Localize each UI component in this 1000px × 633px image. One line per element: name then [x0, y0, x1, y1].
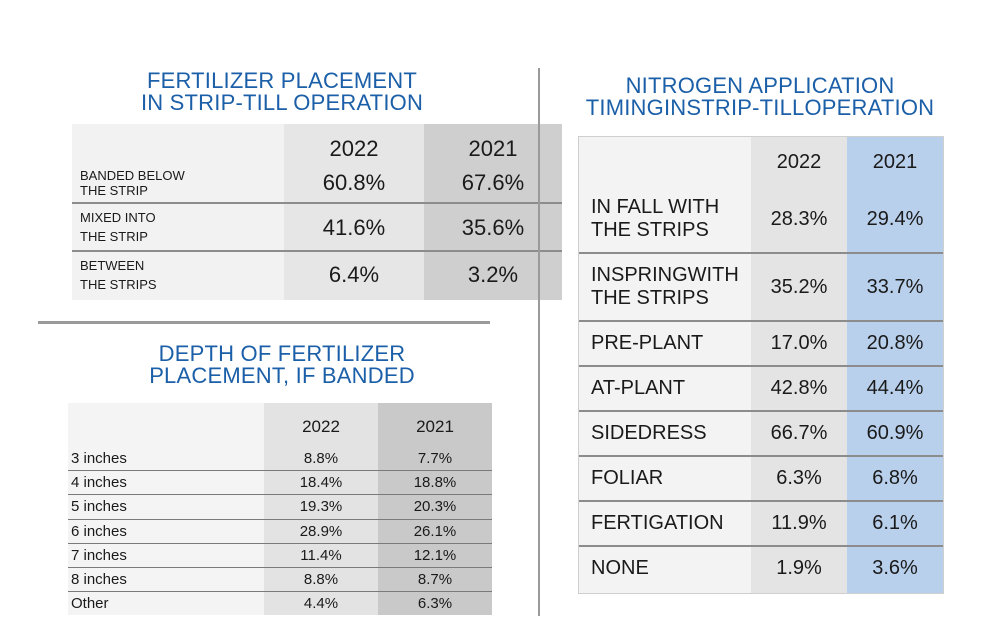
value-2022: 8.8% — [303, 571, 339, 588]
table-row — [579, 185, 943, 253]
value-2022: 17.0% — [770, 332, 828, 354]
value-2021: 20.3% — [413, 498, 457, 516]
label-line: FOLIAR — [591, 467, 664, 489]
value-2021: 60.9% — [866, 422, 924, 444]
value-2022: 6.3% — [776, 467, 822, 489]
value-2022: 28.9% — [299, 522, 343, 540]
value-2022: 35.2% — [770, 275, 828, 298]
label-line: IN FALL WITH — [591, 196, 720, 218]
row-label: 7 inches — [71, 546, 127, 564]
label-line: AT-PLANT — [591, 377, 686, 399]
row-label — [80, 258, 157, 292]
value-2022: 18.4% — [299, 474, 343, 492]
value-2022: 8.8% — [303, 450, 339, 467]
title-line: PLACEMENT, IF BANDED — [149, 363, 415, 388]
label-line: FERTIGATION — [591, 512, 724, 534]
column-header-2022: 2022 — [329, 136, 379, 161]
row-label — [80, 168, 185, 198]
value-2021: 18.8% — [413, 474, 457, 492]
label-line: THE STRIPS — [80, 277, 157, 292]
row-label — [591, 332, 703, 355]
table-row — [68, 495, 492, 519]
value-2022: 41.6% — [322, 215, 386, 240]
table-row — [579, 321, 943, 366]
value-2021: 6.3% — [417, 595, 453, 613]
nitrogen-timing-table — [578, 136, 944, 594]
row-label: 3 inches — [71, 450, 127, 467]
value-2022: 60.8% — [322, 170, 386, 195]
value-2021: 8.7% — [417, 571, 453, 588]
value-2022: 1.9% — [776, 557, 822, 579]
label-line: THE STRIP — [80, 183, 148, 198]
row-label: Other — [71, 595, 109, 613]
title-line: IN STRIP-TILL OPERATION — [140, 90, 424, 115]
table-row — [68, 520, 492, 544]
label-line: THE STRIPS — [591, 287, 709, 309]
column-header-2021: 2021 — [468, 136, 518, 161]
column-header-2022: 2022 — [302, 417, 340, 436]
row-label — [591, 467, 663, 490]
depth-placement-table — [68, 403, 492, 615]
table-row — [72, 204, 562, 250]
row-label — [591, 557, 649, 580]
column-header-2022: 2022 — [776, 151, 822, 173]
value-2021: 29.4% — [866, 207, 924, 230]
label-line: THE STRIP — [80, 229, 148, 244]
row-label: 4 inches — [71, 474, 127, 492]
column-header-2021: 2021 — [872, 151, 918, 173]
value-2021: 7.7% — [417, 450, 453, 467]
table-row — [579, 411, 943, 456]
label-line: THE STRIPS — [591, 219, 709, 241]
fertilizer-placement-title — [72, 70, 492, 114]
table-row — [579, 366, 943, 411]
value-2021: 26.1% — [413, 522, 457, 540]
value-2021: 35.6% — [461, 215, 525, 240]
table-row — [72, 252, 562, 298]
value-2022: 19.3% — [299, 498, 343, 516]
label-line: BETWEEN — [80, 258, 145, 273]
row-label — [591, 264, 739, 310]
label-line: MIXED INTO — [80, 210, 156, 225]
value-2021: 3.2% — [467, 262, 519, 287]
table-row — [68, 544, 492, 568]
value-2022: 4.4% — [303, 595, 339, 613]
row-label: 5 inches — [71, 498, 127, 516]
table-row — [68, 447, 492, 471]
value-2022: 42.8% — [770, 377, 828, 399]
value-2022: 28.3% — [770, 207, 828, 230]
fertilizer-placement-table — [72, 124, 525, 300]
value-2022: 66.7% — [770, 422, 828, 444]
title-line: FERTILIZER PLACEMENT — [146, 68, 418, 93]
label-line: PRE-PLANT — [591, 332, 704, 354]
row-label: 6 inches — [71, 522, 127, 540]
label-line: NONE — [591, 557, 649, 579]
value-2021: 6.8% — [872, 467, 918, 489]
row-label — [591, 377, 685, 400]
row-label — [591, 196, 719, 242]
title-line: TIMINGINSTRIP-TILLOPERATION — [585, 95, 935, 120]
value-2022: 6.4% — [328, 262, 380, 287]
value-2021: 12.1% — [413, 546, 457, 564]
value-2022: 11.4% — [300, 546, 342, 564]
value-2021: 44.4% — [866, 377, 924, 399]
nitrogen-timing-title — [560, 75, 960, 119]
row-label: 8 inches — [71, 571, 127, 588]
table-row — [72, 164, 562, 202]
value-2021: 67.6% — [461, 170, 525, 195]
value-2022: 11.9% — [771, 512, 827, 534]
depth-placement-title — [72, 343, 492, 387]
table-row — [68, 592, 492, 616]
value-2021: 6.1% — [872, 512, 918, 534]
label-line: BANDED BELOW — [80, 168, 185, 183]
horizontal-divider — [38, 321, 490, 324]
table-row — [579, 546, 943, 591]
value-2021: 3.6% — [872, 557, 918, 579]
table-row — [579, 253, 943, 321]
label-line: INSPRINGWITH — [591, 264, 739, 286]
table-row — [579, 501, 943, 546]
table-row — [68, 568, 492, 592]
row-label — [591, 422, 707, 445]
label-line: SIDEDRESS — [591, 422, 707, 444]
value-2021: 20.8% — [866, 332, 924, 354]
row-label — [591, 512, 724, 535]
vertical-divider — [538, 68, 540, 616]
value-2021: 33.7% — [866, 275, 924, 298]
table-row — [68, 471, 492, 495]
row-label — [80, 210, 156, 244]
title-line: NITROGEN APPLICATION — [625, 73, 895, 98]
title-line: DEPTH OF FERTILIZER — [158, 341, 406, 366]
column-header-2021: 2021 — [416, 417, 454, 436]
table-row — [579, 456, 943, 501]
